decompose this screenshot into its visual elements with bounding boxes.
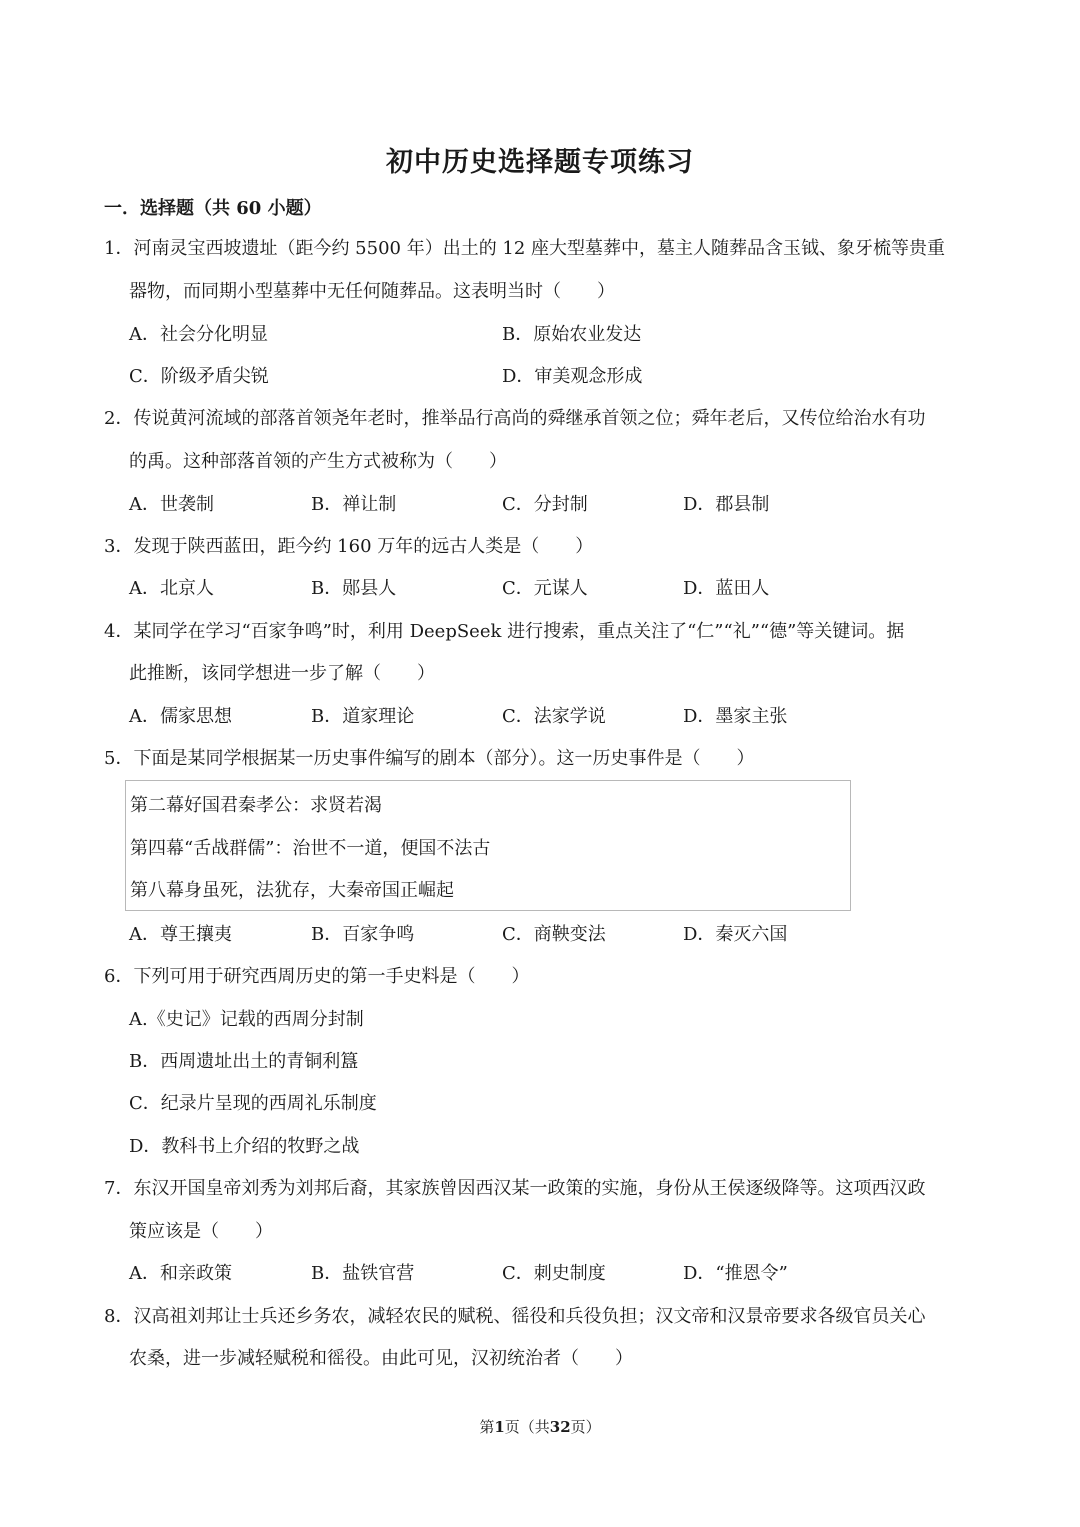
question-2-line-1: 2．传说黄河流域的部落首领尧年老时，推举品行高尚的舜继承首领之位；舜年老后，又传位给治水有功: [104, 408, 926, 429]
question-5-option-c: C．商鞅变法: [502, 924, 606, 945]
page-footer: [0, 1416, 1080, 1437]
footer-mid: 页（共: [504, 1418, 550, 1436]
question-4-option-a: A．儒家思想: [129, 706, 232, 727]
question-6-option-d: D．教科书上介绍的牧野之战: [129, 1136, 360, 1157]
question-2-option-d: D．郡县制: [683, 494, 770, 515]
question-5-line-1: 5．下面是某同学根据某一历史事件编写的剧本（部分）。这一历史事件是（ ）: [104, 748, 755, 769]
question-5-option-b: B．百家争鸣: [311, 924, 415, 945]
script-excerpt-box: [125, 780, 851, 911]
question-7-line-1: 7．东汉开国皇帝刘秀为刘邦后裔，其家族曾因西汉某一政策的实施，身份从王侯逐级降等。这项西汉政: [104, 1178, 926, 1199]
question-3-option-a: A．北京人: [129, 578, 214, 599]
question-4-option-d: D．墨家主张: [683, 706, 788, 727]
question-3-option-c: C．元谋人: [502, 578, 588, 599]
question-4-option-b: B．道家理论: [311, 706, 415, 727]
question-6-option-b: B．西周遗址出土的青铜利簋: [129, 1051, 359, 1072]
question-1-option-c: C．阶级矛盾尖锐: [129, 366, 269, 387]
footer-prefix: 第: [479, 1418, 495, 1436]
question-6-option-c: C．纪录片呈现的西周礼乐制度: [129, 1093, 377, 1114]
question-3-option-d: D．蓝田人: [683, 578, 770, 599]
question-4-option-c: C．法家学说: [502, 706, 606, 727]
question-2-option-c: C．分封制: [502, 494, 588, 515]
question-3-option-b: B．郧县人: [311, 578, 397, 599]
question-4-line-1: 4．某同学在学习“百家争鸣”时，利用 DeepSeek 进行搜索，重点关注了“仁”“礼”“德”等关键词。据: [104, 621, 905, 642]
question-4-line-2: 此推断，该同学想进一步了解（ ）: [129, 663, 435, 684]
question-3-line-1: 3．发现于陕西蓝田，距今约 160 万年的远古人类是（ ）: [104, 536, 594, 557]
page-title: 初中历史选择题专项练习: [386, 147, 694, 178]
question-5-option-a: A．尊王攘夷: [129, 924, 232, 945]
section-heading: 一．选择题（共 60 小题）: [104, 198, 322, 219]
question-2-option-b: B．禅让制: [311, 494, 397, 515]
question-7-option-c: C．刺史制度: [502, 1263, 606, 1284]
question-1-line-2: 器物，而同期小型墓葬中无任何随葬品。这表明当时（ ）: [129, 281, 615, 302]
script-act-2: 第二幕好国君秦孝公：求贤若渴: [130, 795, 382, 816]
question-7-line-2: 策应该是（ ）: [129, 1221, 273, 1242]
question-7-option-d: D．“推恩令”: [683, 1263, 788, 1284]
script-act-8: 第八幕身虽死，法犹存，大秦帝国正崛起: [130, 880, 454, 901]
question-6-line-1: 6．下列可用于研究西周历史的第一手史料是（ ）: [104, 966, 530, 987]
footer-total-pages: 32: [549, 1418, 571, 1436]
question-1-option-a: A．社会分化明显: [129, 324, 268, 345]
question-1-option-b: B．原始农业发达: [502, 324, 642, 345]
question-8-line-1: 8．汉高祖刘邦让士兵还乡务农，减轻农民的赋税、徭役和兵役负担；汉文帝和汉景帝要求各级官员关心: [104, 1306, 926, 1327]
question-7-option-a: A．和亲政策: [129, 1263, 232, 1284]
question-6-option-a: A.《史记》记载的西周分封制: [129, 1009, 364, 1030]
question-1-line-1: 1．河南灵宝西坡遗址（距今约 5500 年）出土的 12 座大型墓葬中，墓主人随葬品含玉钺、象牙梳等贵重: [104, 238, 946, 259]
question-2-option-a: A．世袭制: [129, 494, 214, 515]
script-act-4: 第四幕“舌战群儒”：治世不一道，便国不法古: [130, 838, 491, 859]
footer-page-number: 1: [494, 1418, 505, 1436]
question-8-line-2: 农桑，进一步减轻赋税和徭役。由此可见，汉初统治者（ ）: [129, 1348, 633, 1369]
question-5-option-d: D．秦灭六国: [683, 924, 788, 945]
question-2-line-2: 的禹。这种部落首领的产生方式被称为（ ）: [129, 451, 507, 472]
question-1-option-d: D．审美观念形成: [502, 366, 643, 387]
footer-suffix: 页）: [570, 1418, 601, 1436]
question-7-option-b: B．盐铁官营: [311, 1263, 415, 1284]
